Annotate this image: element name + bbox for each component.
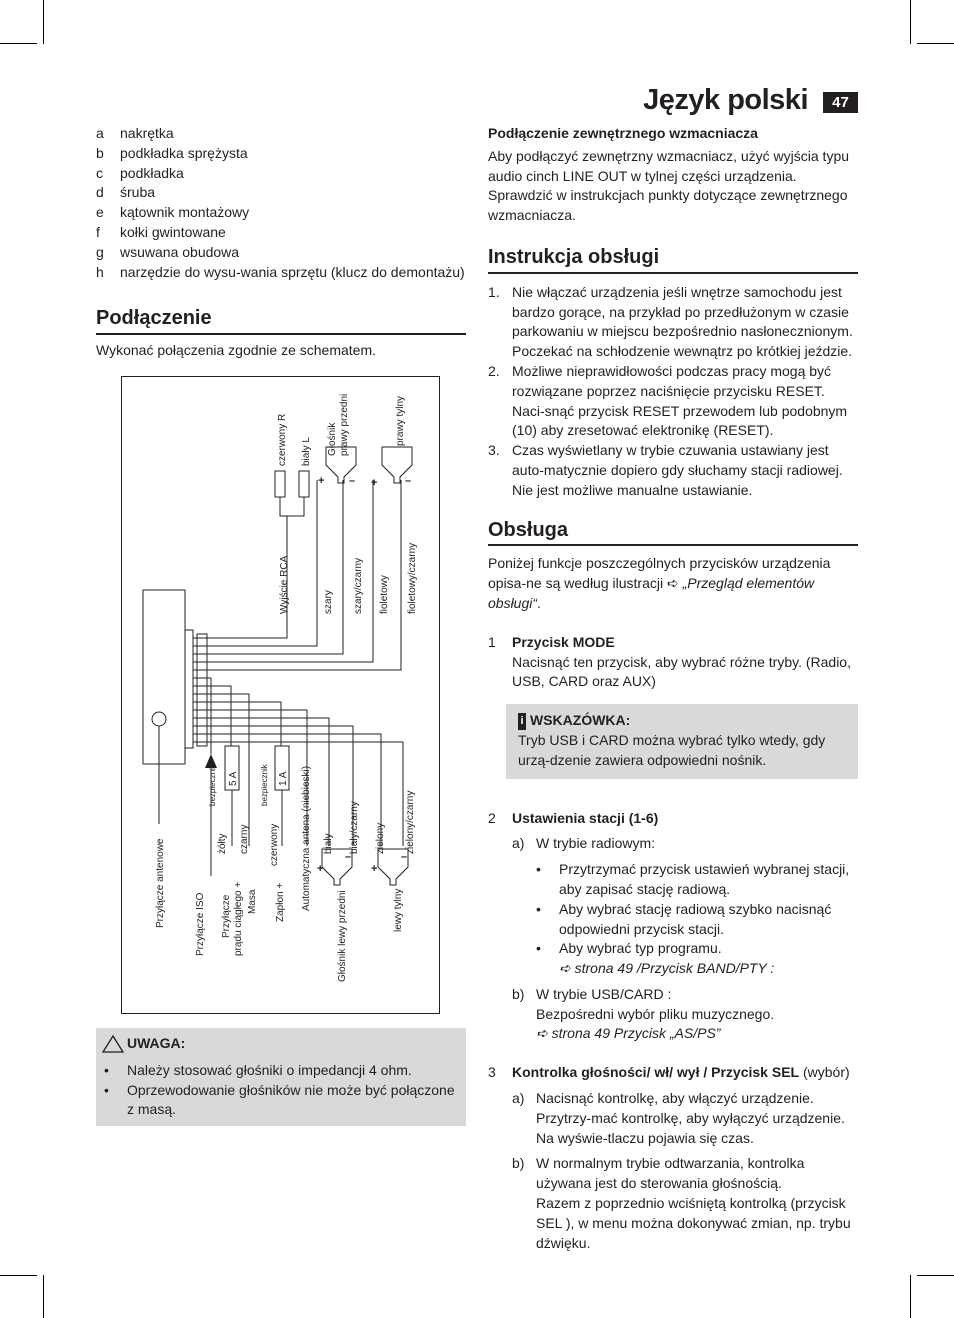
label-ignition: Zapłon + bbox=[275, 882, 286, 922]
arrow-icon: ➪ bbox=[666, 575, 683, 592]
right-column bbox=[488, 124, 858, 1253]
label-grey-black: szary/czarny bbox=[353, 557, 364, 614]
label-ground: Masa bbox=[247, 889, 258, 914]
label-violet-black: fioletowy/czarny bbox=[407, 542, 418, 614]
section-heading-connection: Podłączenie bbox=[96, 309, 466, 335]
list-item: • Aby wybrać typ programu. ➪ strona 49 /Przycisk BAND/PTY : bbox=[536, 940, 775, 977]
label-rear-left: lewy tylny bbox=[393, 888, 404, 932]
amp-text: Aby podłączyć zewnętrzny wzmacniacz, użyć wyjścia typu audio cinch LINE OUT w tylnej części urządzenia. Sprawdzić w instrukcjach punkty dotyczące zewnętrznego wzmacniacza. bbox=[488, 147, 850, 224]
label-grey: szary bbox=[323, 590, 334, 614]
list-item: b podkładka sprężysta bbox=[96, 144, 248, 161]
label-constant-power-1: Przyłącze bbox=[221, 894, 232, 938]
minus-sign: – bbox=[349, 475, 356, 487]
connection-intro: Wykonać połączenia zgodnie ze schematem. bbox=[96, 342, 377, 359]
label-constant-power-2: prądu ciągłego + bbox=[233, 881, 244, 956]
list-item: d śruba bbox=[96, 184, 156, 201]
label-black: czarny bbox=[239, 824, 250, 854]
page-number: 47 bbox=[823, 92, 858, 113]
list-item: e kątownik montażowy bbox=[96, 204, 250, 221]
label-rca-output: Wyjście RCA bbox=[279, 555, 290, 614]
crop-mark bbox=[910, 1275, 911, 1318]
plus-sign: + bbox=[371, 863, 378, 875]
label-auto-antenna: Automatyczna antena (niebieski) bbox=[301, 765, 312, 911]
operation-intro: Poniżej funkcje poszczególnych przycisków urządzenia opisa-ne są według ilustracji ➪ „Przegląd elementów obsługi“. bbox=[488, 555, 831, 611]
item-volume: 3 Kontrolka głośności/ wł/ wył / Przycisk SEL (wybór) bbox=[488, 1064, 850, 1081]
label-fuse-5a: 5 A bbox=[228, 771, 239, 786]
label-fuse: bezpiecznik bbox=[208, 764, 217, 806]
list-item: 3. Czas wyświetlany w trybie czuwania ustawiany jest auto-matycznie dopiero gdy słuchamy stacji radiowej. Nie jest możliwe manualne ustawianie. bbox=[488, 442, 843, 498]
plus-sign: + bbox=[318, 475, 325, 487]
label-violet: fioletowy bbox=[379, 575, 390, 614]
sub-item-a: a) Nacisnąć kontrolkę, aby włączyć urządzenie. Przytrzy-mać kontrolkę, aby wyłączyć urządzenie. Na wyświe-tlaczu pojawia się czas. bbox=[512, 1090, 845, 1146]
page-title: Język polski bbox=[643, 84, 808, 116]
amp-heading: Podłączenie zewnętrznego wzmacniacza bbox=[488, 125, 758, 141]
crop-mark bbox=[0, 43, 37, 44]
crop-mark bbox=[0, 1275, 37, 1276]
parts-list bbox=[96, 124, 466, 282]
sub-item-b: b) W trybie USB/CARD : Bezpośredni wybór pliku muzycznego. ➪ strona 49 Przycisk „AS/PS” bbox=[512, 985, 775, 1042]
label-yellow: żółty bbox=[217, 833, 228, 854]
label-rear-right: prawy tylny bbox=[395, 395, 406, 446]
label-front-left: Głośnik lewy przedni bbox=[337, 890, 348, 982]
label-front-right-1: Głośnik bbox=[327, 422, 338, 456]
plus-sign: + bbox=[371, 477, 378, 489]
list-item: 1. Nie włączać urządzenia jeśli wnętrze samochodu jest bardzo gorące, na przykład po przedłużonym w czasie parkowaniu w miejscu bezpośrednio nasłonecznionym. Poczekać na schłodzenie wewnątrz po krótkiej jeździe. bbox=[488, 283, 853, 360]
left-column bbox=[96, 124, 466, 1118]
crop-mark bbox=[43, 0, 44, 44]
sub-item-b: b) W normalnym trybie odtwarzania, kontrolka używana jest do sterowania głośnością. Razem z poprzednio wciśniętą kontrolką (przycisk SEL ), w menu można dokonywać zmian, np. trybu dźwięku. bbox=[512, 1155, 851, 1251]
arrow-icon: ➪ bbox=[536, 1025, 552, 1042]
warning-title: UWAGA: bbox=[127, 1035, 186, 1051]
arrow-icon: ➪ bbox=[559, 960, 575, 977]
label-green-black: zielony/czarny bbox=[405, 790, 416, 854]
list-item: c podkładka bbox=[96, 164, 184, 181]
warning-box bbox=[96, 1028, 466, 1126]
warning-icon bbox=[102, 1035, 124, 1053]
crop-mark bbox=[910, 0, 911, 44]
list-item: 2. Możliwe nieprawidłowości podczas pracy mogą być rozwiązane poprzez naciśnięcie przycisku RESET. Naci-snąć przycisk RESET przewodem lub podobnym (10) aby zresetować elektronikę (RESET). bbox=[488, 362, 848, 439]
minus-sign: – bbox=[345, 851, 352, 863]
info-icon: i bbox=[518, 713, 526, 730]
plus-sign: + bbox=[317, 863, 324, 875]
list-item: h narzędzie do wysu-wania sprzętu (klucz do demontażu) bbox=[96, 263, 465, 280]
item-presets: 2 Ustawienia stacji (1-6) bbox=[488, 809, 659, 826]
label-front-right-2: prawy przedni bbox=[339, 393, 350, 456]
minus-sign: – bbox=[401, 851, 408, 863]
list-item: • Oprzewodowanie głośników nie może być połączone z masą. bbox=[104, 1081, 455, 1118]
label-green: zielony bbox=[375, 822, 386, 854]
minus-sign: – bbox=[405, 475, 412, 487]
crop-mark bbox=[917, 43, 954, 44]
label-red-r: czerwony R bbox=[277, 413, 288, 466]
item-mode: 1 Przycisk MODE Nacisnąć ten przycisk, aby wybrać różne tryby. (Radio, USB, CARD oraz AUX) bbox=[488, 633, 851, 690]
label-white-black: biały/czarny bbox=[349, 801, 360, 854]
note-box: i WSKAZÓWKA: Tryb USB i CARD można wybrać tylko wtedy, gdy urzą-dzenie zawiera odpowiedni nośnik. bbox=[506, 704, 858, 778]
list-item: f kołki gwintowane bbox=[96, 223, 226, 240]
section-heading-operation: Obsługa bbox=[488, 521, 858, 547]
section-heading-instructions: Instrukcja obsługi bbox=[488, 248, 858, 274]
crop-mark bbox=[43, 1275, 44, 1318]
list-item: • Przytrzymać przycisk ustawień wybranej stacji, aby zapisać stację radiową. bbox=[536, 861, 850, 897]
list-item: • Aby wybrać stację radiową szybko nacisnąć odpowiedni przycisk stacji. bbox=[536, 900, 832, 937]
list-item: a nakrętka bbox=[96, 125, 174, 141]
label-fuse: bezpiecznik bbox=[260, 764, 269, 806]
label-red: czerwony bbox=[269, 823, 280, 866]
list-item: • Należy stosować głośniki o impedancji 4 ohm. bbox=[104, 1061, 412, 1078]
label-antenna-connector: Przyłącze antenowe bbox=[155, 838, 166, 928]
wiring-diagram bbox=[121, 376, 441, 1016]
label-fuse-1a: 1 A bbox=[278, 771, 289, 786]
label-white: biały bbox=[323, 833, 334, 854]
list-item: g wsuwana obudowa bbox=[96, 243, 240, 260]
crop-mark bbox=[917, 1275, 954, 1276]
label-white-l: biały L bbox=[301, 437, 312, 466]
sub-item-a: a) W trybie radiowym: bbox=[512, 835, 656, 852]
label-iso-connector: Przyłącze ISO bbox=[195, 892, 206, 956]
